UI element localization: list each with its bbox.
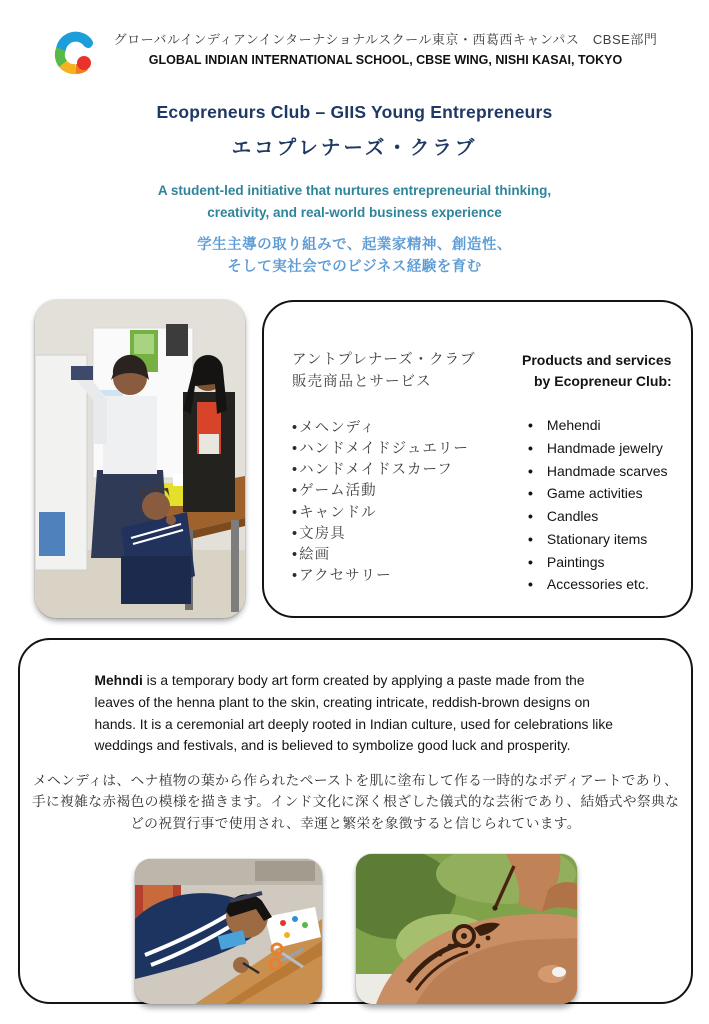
- subtitle-japanese-line2: そして実社会でのビジネス経験を育む: [227, 259, 482, 275]
- list-item: • ゲーム活動: [292, 481, 504, 502]
- list-item: • Mehendi: [528, 414, 673, 437]
- school-name-japanese: グローバルインディアンインターナショナルスクール東京・西葛西キャンパス CBSE部門: [113, 32, 658, 47]
- mehndi-paragraph-japanese: メヘンディは、ヘナ植物の葉から作られたペーストを肌に塗布して作る一時的なボディアートであり、手に複雑な赤褐色の模様を描きます。インド文化に深く根ざした儀式的な芸術であり、結婚式や祭典などの祝賀行事で使用され、幸運と繁栄を象徴すると信じられています。: [31, 772, 680, 832]
- mehndi-paragraph-english: [95, 670, 617, 756]
- subtitle-japanese: [0, 234, 709, 279]
- subtitle-english-line1: A student-led initiative that nurtures entrepreneurial thinking,: [157, 183, 552, 198]
- henna-hand-photo: [356, 854, 577, 1004]
- list-item: • メヘンディ: [292, 418, 504, 439]
- products-services-box: [262, 300, 693, 618]
- products-heading-english: [522, 350, 673, 392]
- list-item: • 文房具: [292, 524, 504, 545]
- products-column-english: [522, 350, 673, 593]
- list-item: • ハンドメイドスカーフ: [292, 460, 504, 481]
- page-title-japanese: エコプレナーズ・クラブ: [231, 137, 478, 159]
- list-item: • ハンドメイドジュエリー: [292, 439, 504, 460]
- list-item: • キャンドル: [292, 503, 504, 524]
- subtitle-japanese-line1: 学生主導の取り組みで、起業家精神、創造性、: [197, 236, 512, 253]
- list-item: • アクセサリー: [292, 566, 504, 587]
- mehndi-info-box: [18, 638, 693, 1004]
- list-item: • Candles: [528, 505, 673, 528]
- subtitle-block: [0, 180, 709, 278]
- mehndi-paragraph-english-text: is a temporary body art form created by applying a paste made from the leaves of the henna plant to the skin, creating intricate, reddish-brown designs on hands. It is a ceremonial art deeply rooted in Indian culture, used for celebrations like weddings and festivals, and is believed to symbolize good luck and prosperity.: [94, 673, 613, 754]
- list-item: • Game activities: [528, 482, 673, 505]
- title-block: [0, 102, 709, 160]
- products-heading-en-line2: by Ecopreneur Club:: [534, 373, 672, 390]
- bottom-photo-row: [20, 854, 691, 1004]
- products-column-japanese: [292, 350, 504, 586]
- giis-logo-icon: [52, 30, 100, 78]
- header: [0, 0, 709, 78]
- school-name-block: [114, 30, 658, 70]
- classroom-photo: [35, 300, 245, 618]
- page-title-english: Ecopreneurs Club – GIIS Young Entrepreneurs: [156, 102, 553, 122]
- henna-hand-illustration: [356, 854, 577, 1004]
- subtitle-english-line2: creativity, and real-world business experience: [207, 205, 502, 221]
- student-drawing-photo: [135, 859, 322, 1004]
- student-drawing-illustration: [135, 859, 322, 1004]
- list-item: • Handmade scarves: [528, 460, 673, 483]
- subtitle-english: [0, 180, 709, 225]
- list-item: • Accessories etc.: [528, 573, 673, 596]
- products-list-english: [522, 414, 673, 595]
- list-item: • Handmade jewelry: [528, 437, 673, 460]
- list-item: • 絵画: [292, 545, 504, 566]
- products-heading-en-line1: Products and services: [522, 352, 672, 369]
- classroom-photo-illustration: [35, 300, 245, 618]
- list-item: • Paintings: [528, 551, 673, 574]
- products-heading-japanese: [292, 350, 504, 394]
- school-name-english: GLOBAL INDIAN INTERNATIONAL SCHOOL, CBSE WING, NISHI KASAI, TOKYO: [148, 52, 623, 67]
- products-heading-jp-line2: 販売商品とサービス: [292, 374, 432, 391]
- list-item: • Stationary items: [528, 528, 673, 551]
- middle-section: [35, 300, 693, 618]
- mehndi-word-bold: Mehndi: [94, 673, 143, 689]
- products-list-japanese: [292, 418, 504, 587]
- products-heading-jp-line1: アントプレナーズ・クラブ: [292, 352, 476, 369]
